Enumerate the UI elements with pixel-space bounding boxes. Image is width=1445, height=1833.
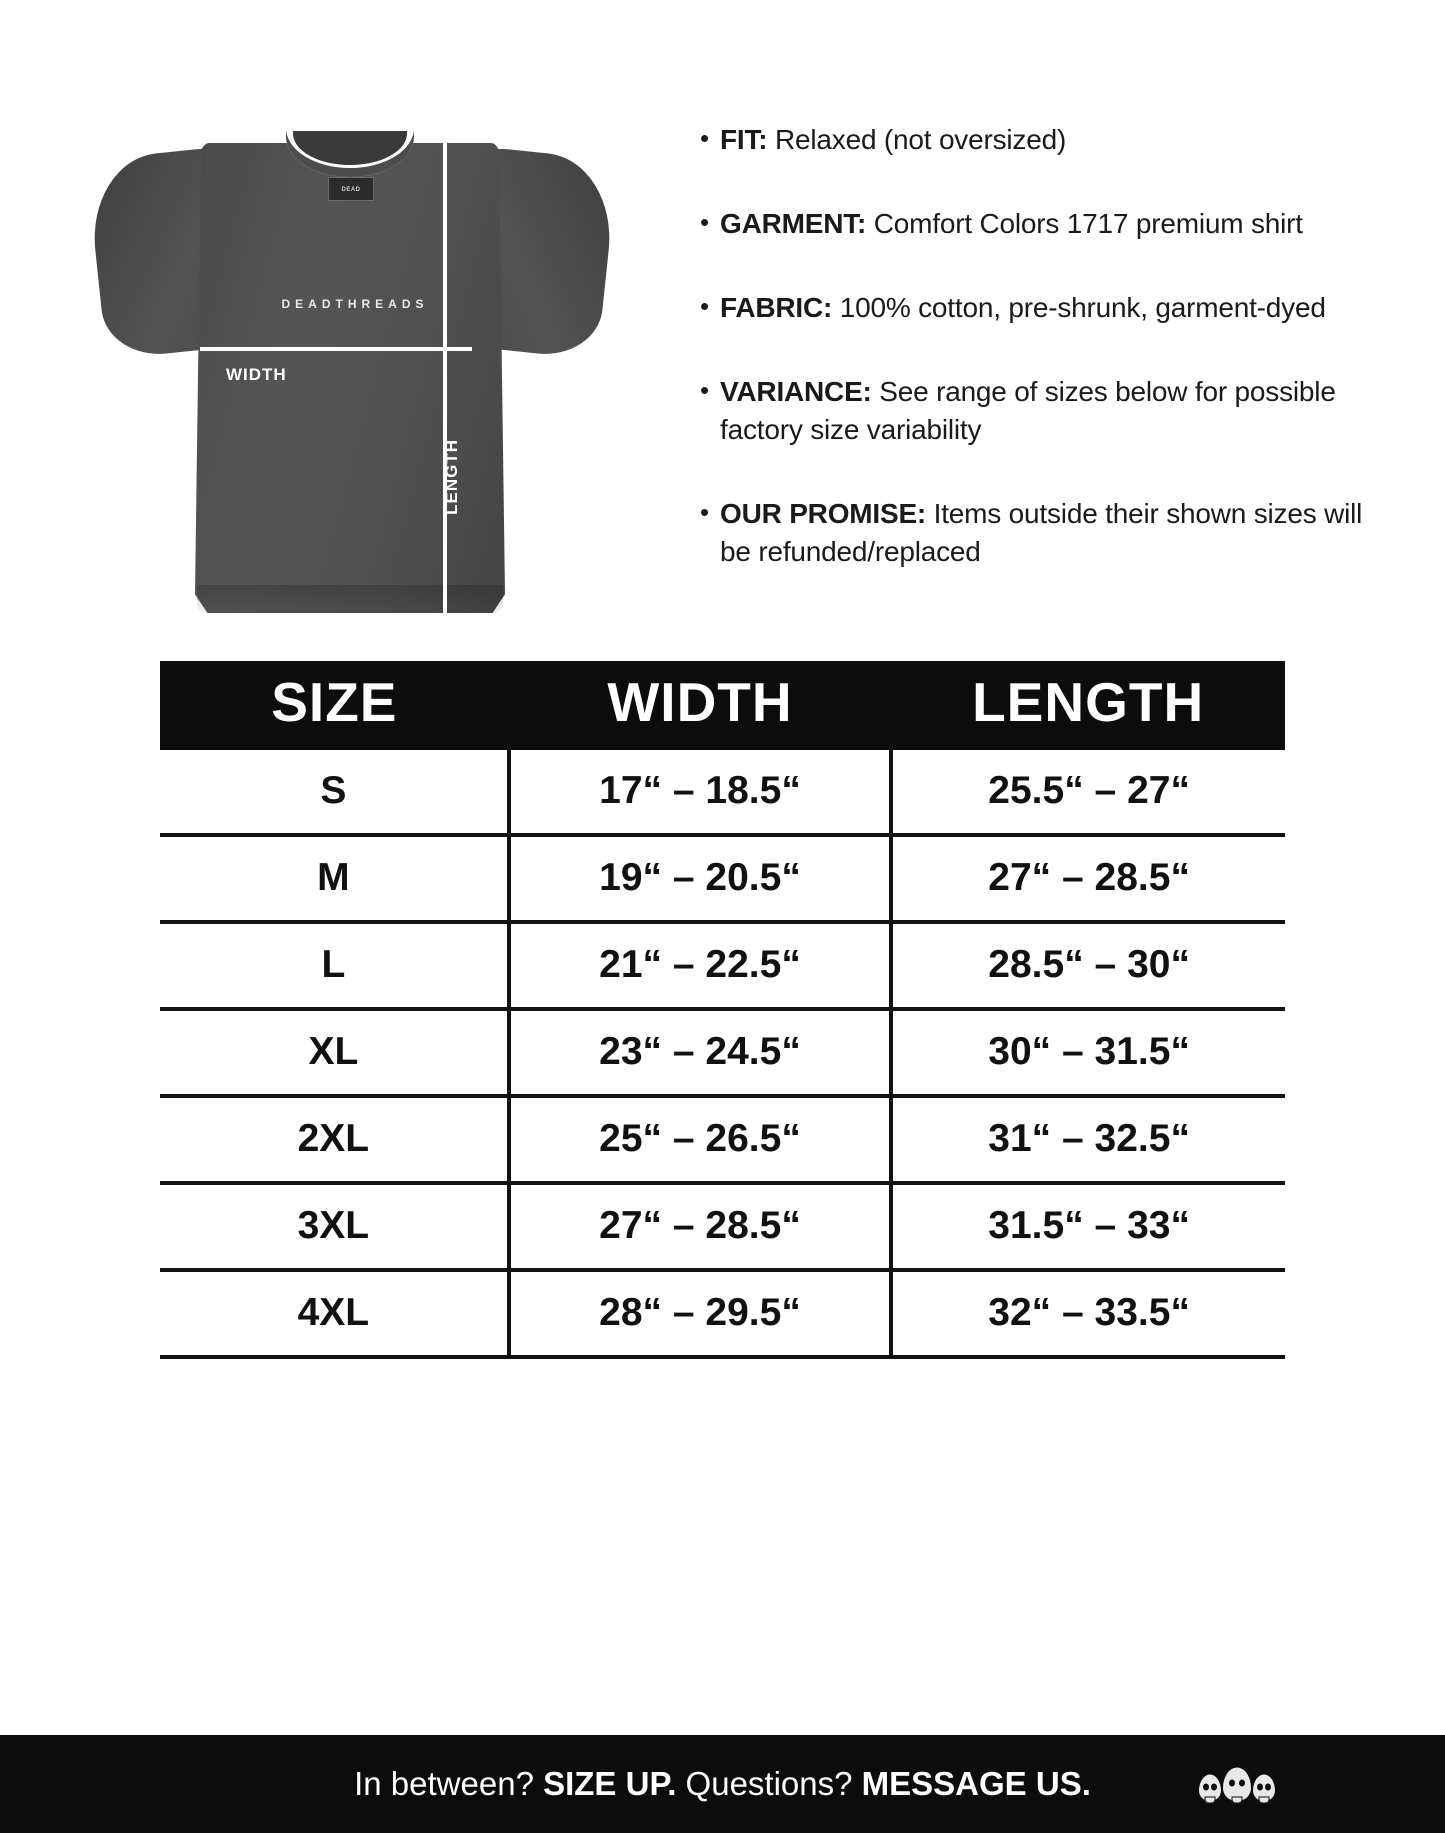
header-length: LENGTH <box>891 661 1285 750</box>
bullet-icon: • <box>700 207 709 238</box>
spec-value-variance: See range of sizes below for possible factory size variability <box>720 376 1336 446</box>
spec-text-variance <box>720 373 1385 449</box>
table-row <box>160 1009 1285 1096</box>
length-measure-label: LENGTH <box>442 439 461 515</box>
spec-value-fabric: 100% cotton, pre-shrunk, garment-dyed <box>832 292 1326 324</box>
spec-value-fit: Relaxed (not oversized) <box>767 124 1067 155</box>
shirt-measurement-diagram <box>90 95 630 625</box>
cell-length: 31“ – 32.5“ <box>891 1096 1285 1183</box>
bullet-icon: • <box>700 123 709 153</box>
bullet-icon: • <box>700 291 709 322</box>
shirt-diagram-panel <box>0 95 690 625</box>
spec-label-variance: VARIANCE: <box>720 376 872 408</box>
spec-value-promise: Items outside their shown sizes will be refunded/replaced <box>720 498 1363 568</box>
footer-message <box>354 1765 1091 1803</box>
neck-tag: DEAD <box>328 177 374 201</box>
table-head <box>160 661 1285 750</box>
spec-item-fit <box>700 121 1385 159</box>
footer-message-us: MESSAGE US. <box>861 1765 1091 1802</box>
spec-value-garment: Comfort Colors 1717 premium shirt <box>866 208 1303 240</box>
cell-width: 28“ – 29.5“ <box>509 1270 892 1357</box>
brand-print: DEADTHREADS <box>281 297 429 311</box>
footer-bar <box>0 1735 1445 1833</box>
spec-item-variance <box>700 373 1385 449</box>
cell-width: 21“ – 22.5“ <box>509 922 892 1009</box>
spec-text-fabric <box>720 289 1385 327</box>
spec-item-promise <box>700 495 1385 571</box>
cell-length: 31.5“ – 33“ <box>891 1183 1285 1270</box>
cell-width: 25“ – 26.5“ <box>509 1096 892 1183</box>
cell-width: 19“ – 20.5“ <box>509 835 892 922</box>
bullet-icon: • <box>700 375 709 406</box>
cell-width: 17“ – 18.5“ <box>509 750 892 835</box>
skull-icon <box>1199 1775 1221 1801</box>
header-size: SIZE <box>160 661 509 750</box>
skull-icon <box>1253 1775 1275 1801</box>
specs-list <box>690 95 1445 625</box>
cell-length: 25.5“ – 27“ <box>891 750 1285 835</box>
cell-size: 2XL <box>160 1096 509 1183</box>
cell-width: 27“ – 28.5“ <box>509 1183 892 1270</box>
cell-length: 27“ – 28.5“ <box>891 835 1285 922</box>
footer-size-up: SIZE UP. <box>543 1765 677 1802</box>
table-row <box>160 1270 1285 1357</box>
spec-text-fit <box>720 121 1385 159</box>
bullet-icon: • <box>700 497 709 528</box>
table-row <box>160 922 1285 1009</box>
footer-part3: Questions? <box>676 1765 862 1802</box>
spec-item-fabric <box>700 289 1385 327</box>
spec-label-garment: GARMENT: <box>720 208 867 240</box>
cell-size: 3XL <box>160 1183 509 1270</box>
cell-size: S <box>160 750 509 835</box>
skull-icon <box>1223 1768 1251 1801</box>
table-header-row <box>160 661 1285 750</box>
spec-text-garment <box>720 205 1385 243</box>
spec-text-promise <box>720 495 1385 571</box>
cell-size: XL <box>160 1009 509 1096</box>
cell-length: 28.5“ – 30“ <box>891 922 1285 1009</box>
spec-label-fit: FIT: <box>720 124 768 155</box>
table-row <box>160 1183 1285 1270</box>
shirt-hem <box>197 585 503 613</box>
width-measure-label: WIDTH <box>226 365 287 384</box>
triple-skull-logo-icon <box>1199 1768 1275 1801</box>
length-measure-line <box>443 117 447 642</box>
cell-width: 23“ – 24.5“ <box>509 1009 892 1096</box>
spec-label-fabric: FABRIC: <box>720 292 833 324</box>
width-measure-line <box>200 347 472 351</box>
table-row <box>160 835 1285 922</box>
spec-label-promise: OUR PROMISE: <box>720 498 927 530</box>
table-row <box>160 1096 1285 1183</box>
table-row <box>160 750 1285 835</box>
table-body <box>160 750 1285 1357</box>
header-width: WIDTH <box>509 661 892 750</box>
spec-item-garment <box>700 205 1385 243</box>
tshirt-illustration <box>90 125 620 625</box>
size-chart-table <box>160 661 1285 1359</box>
cell-size: 4XL <box>160 1270 509 1357</box>
cell-length: 32“ – 33.5“ <box>891 1270 1285 1357</box>
cell-size: M <box>160 835 509 922</box>
footer-part1: In between? <box>354 1765 544 1802</box>
top-section <box>0 0 1445 625</box>
cell-size: L <box>160 922 509 1009</box>
cell-length: 30“ – 31.5“ <box>891 1009 1285 1096</box>
size-chart-table-wrap <box>160 661 1285 1359</box>
